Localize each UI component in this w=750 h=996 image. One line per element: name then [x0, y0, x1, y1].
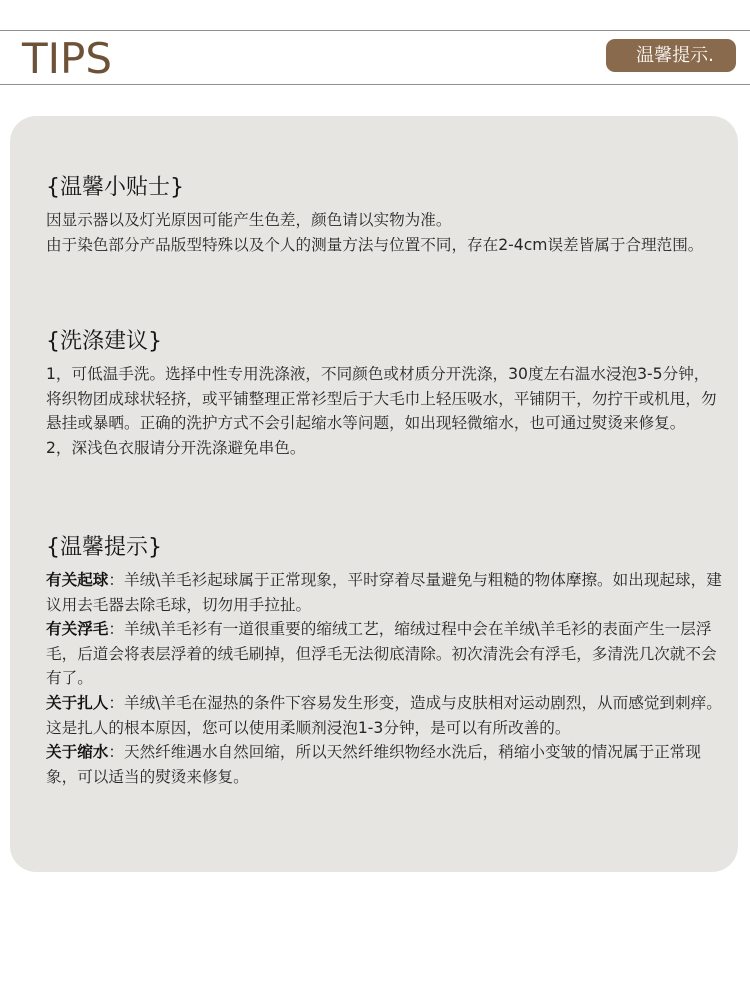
- note-label: 有关浮毛: [46, 620, 109, 639]
- tips-badge: 温馨提示.: [606, 39, 736, 72]
- header-bottom-rule: [0, 84, 750, 85]
- paragraph: 因显示器以及灯光原因可能产生色差，颜色请以实物为准。: [46, 211, 452, 229]
- note-item-pilling: [46, 568, 724, 617]
- note-item-fuzz: [46, 617, 724, 691]
- paragraph: 由于染色部分产品版型特殊以及个人的测量方法与位置不同，存在2-4cm误差皆属于合理范围。: [46, 235, 704, 254]
- section-tips: [46, 174, 724, 257]
- section-heading: {洗涤建议}: [46, 329, 162, 354]
- note-text: ：天然纤维遇水自然回缩，所以天然纤维织物经水洗后，稍缩小变皱的情况属于正常现象，可以适当的熨烫来修复。: [46, 743, 701, 786]
- note-label: 有关起球: [46, 571, 109, 589]
- section-notes: [46, 534, 724, 789]
- page-title: TIPS: [22, 34, 113, 83]
- note-label: 关于缩水: [46, 743, 109, 762]
- paragraph: 1，可低温手洗。选择中性专用洗涤液，不同颜色或材质分开洗涤，30度左右温水浸泡3-5分钟，将织物团成球状轻挤，或平铺整理正常衫型后于大毛巾上轻压吸水，平铺阴干，勿拧干或机甩，勿悬挂或暴晒。正确的洗护方式不会引起缩水等问题，如出现轻微缩水，也可通过熨烫来修复。: [46, 365, 717, 433]
- note-item-itch: [46, 691, 724, 740]
- paragraph: 2，深浅色衣服请分开洗涤避免串色。: [46, 438, 306, 457]
- section-washing: [46, 328, 724, 460]
- note-item-shrink: [46, 740, 724, 789]
- note-text: ：羊绒\羊毛衫起球属于正常现象，平时穿着尽量避免与粗糙的物体摩擦。如出现起球，建议用去毛器去除毛球，切勿用手拉扯。: [46, 571, 722, 614]
- header-top-rule: [0, 30, 750, 31]
- section-heading: {温馨小贴士}: [46, 175, 184, 200]
- note-text: ：羊绒\羊毛在湿热的条件下容易发生形变，造成与皮肤相对运动剧烈，从而感觉到刺痒。这是扎人的根本原因，您可以使用柔顺剂浸泡1-3分钟，是可以有所改善的。: [46, 693, 722, 737]
- note-label: 关于扎人: [46, 693, 109, 712]
- section-heading: {温馨提示}: [46, 535, 162, 560]
- note-text: ：羊绒\羊毛衫有一道很重要的缩绒工艺，缩绒过程中会在羊绒\羊毛衫的表面产生一层浮毛，后道会将表层浮着的绒毛刷掉，但浮毛无法彻底清除。初次清洗会有浮毛，多清洗几次就不会有了。: [46, 620, 717, 688]
